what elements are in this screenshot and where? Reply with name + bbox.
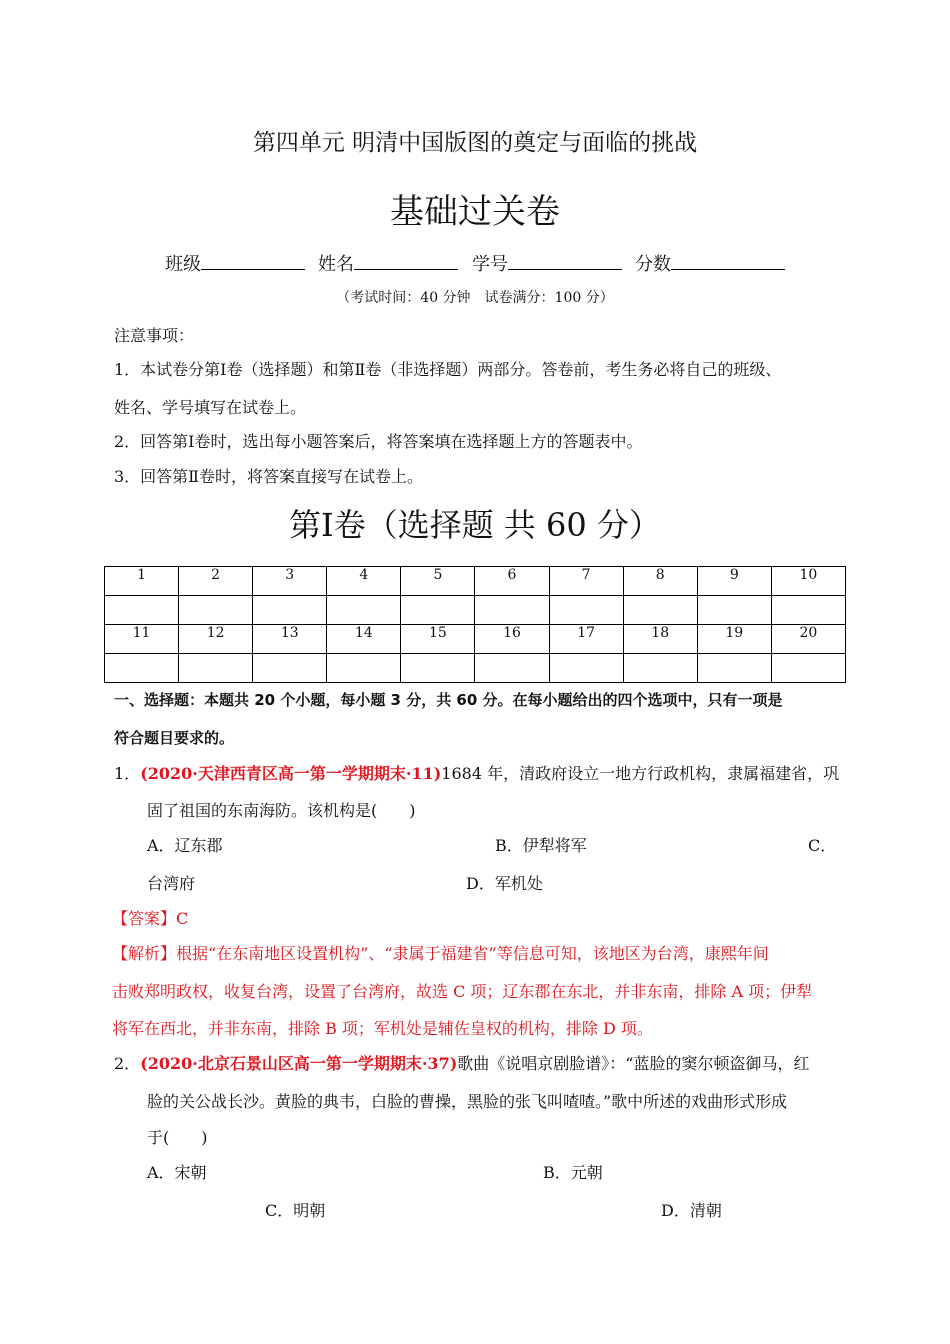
answer: 【答案】C (112, 909, 189, 928)
option-c-text[interactable]: 台湾府 (147, 874, 196, 893)
question-number-cell: 11 (105, 625, 179, 654)
analysis-line: 【解析】根据“在东南地区设置机构”、“隶属于福建省”等信息可知，该地区为台湾，康熙年间 (112, 944, 769, 963)
section-title: 第Ⅰ卷（选择题 共 60 分） (289, 506, 661, 544)
question-number-cell: 5 (401, 567, 475, 596)
field-label: 姓名 (318, 254, 354, 275)
option-a[interactable]: A．宋朝 (147, 1163, 207, 1182)
answer-cell[interactable] (697, 596, 771, 625)
note-line: 姓名、学号填写在试卷上。 (114, 398, 307, 417)
field-score[interactable] (635, 250, 785, 276)
option-c[interactable]: C． (808, 836, 837, 855)
question-number-cell: 4 (327, 567, 401, 596)
answer-cell[interactable] (179, 596, 253, 625)
answer-table (104, 566, 846, 683)
field-student-id[interactable] (472, 250, 622, 276)
answer-cell[interactable] (623, 654, 697, 683)
option-b[interactable]: B．伊犁将军 (495, 836, 587, 855)
question-stem: 歌曲《说唱京剧脸谱》：“蓝脸的窦尔顿盗御马，红 (457, 1054, 810, 1073)
question-number-cell: 17 (549, 625, 623, 654)
question-number: 2． (114, 1054, 141, 1073)
question-number-cell: 16 (475, 625, 549, 654)
question-number-cell: 10 (771, 567, 845, 596)
answer-cell[interactable] (327, 596, 401, 625)
field-class[interactable] (165, 250, 305, 276)
question-source: (2020·天津西青区高一第一学期期末·11) (140, 764, 442, 783)
field-label: 班级 (165, 254, 201, 275)
field-label: 学号 (472, 254, 508, 275)
option-d[interactable]: D．军机处 (466, 874, 543, 893)
question-number: 1． (114, 764, 141, 783)
note-line: 3．回答第Ⅱ卷时，将答案直接写在试卷上。 (114, 467, 424, 486)
question-number-cell: 2 (179, 567, 253, 596)
paper-title: 基础过关卷 (390, 192, 560, 232)
notes-heading: 注意事项： (114, 326, 195, 345)
answer-cell[interactable] (549, 596, 623, 625)
option-d[interactable]: D．清朝 (661, 1201, 722, 1220)
section-instruction: 一、选择题：本题共 20 个小题，每小题 3 分，共 60 分。在每小题给出的四个选项中，只有一项是 (114, 691, 783, 709)
question-number-cell: 15 (401, 625, 475, 654)
answer-cell[interactable] (253, 596, 327, 625)
answer-cell[interactable] (401, 654, 475, 683)
question-number-cell: 20 (771, 625, 845, 654)
answer-cell[interactable] (105, 596, 179, 625)
question-number-cell: 1 (105, 567, 179, 596)
option-c[interactable]: C．明朝 (265, 1201, 326, 1220)
question-number-cell: 8 (623, 567, 697, 596)
answer-cell[interactable] (327, 654, 401, 683)
question-number-cell: 7 (549, 567, 623, 596)
question-2-line1 (114, 1051, 809, 1074)
answer-cell[interactable] (253, 654, 327, 683)
question-number-cell: 6 (475, 567, 549, 596)
answer-cell[interactable] (475, 596, 549, 625)
question-stem: 脸的关公战长沙。黄脸的典韦，白脸的曹操，黑脸的张飞叫喳喳。”歌中所述的戏曲形式形成 (147, 1092, 788, 1111)
question-stem: 固了祖国的东南海防。该机构是( ) (147, 801, 416, 820)
answer-cell[interactable] (771, 596, 845, 625)
note-line: 2．回答第Ⅰ卷时，选出每小题答案后，将答案填在选择题上方的答题表中。 (114, 432, 643, 451)
question-number-cell: 9 (697, 567, 771, 596)
answer-cell[interactable] (549, 654, 623, 683)
analysis-line: 击败郑明政权，收复台湾，设置了台湾府，故选 C 项；辽东郡在东北，并非东南，排除 A 项；伊犁 (112, 982, 813, 1001)
question-source: (2020·北京石景山区高一第一学期期末·37) (140, 1054, 458, 1073)
answer-cell[interactable] (105, 654, 179, 683)
exam-info: （考试时间：40 分钟 试卷满分：100 分） (336, 290, 614, 306)
question-number-cell: 18 (623, 625, 697, 654)
answer-cell[interactable] (475, 654, 549, 683)
answer-cell[interactable] (401, 596, 475, 625)
question-number-cell: 13 (253, 625, 327, 654)
question-number-cell: 19 (697, 625, 771, 654)
question-number-cell: 3 (253, 567, 327, 596)
question-1-line1 (114, 761, 839, 784)
analysis-line: 将军在西北，并非东南，排除 B 项；军机处是辅佐皇权的机构，排除 D 项。 (112, 1019, 653, 1038)
option-a[interactable]: A．辽东郡 (147, 836, 223, 855)
question-stem: 于( ) (147, 1128, 208, 1147)
option-b[interactable]: B．元朝 (543, 1163, 603, 1182)
answer-cell[interactable] (697, 654, 771, 683)
question-number-cell: 12 (179, 625, 253, 654)
answer-cell[interactable] (179, 654, 253, 683)
field-label: 分数 (635, 254, 671, 275)
answer-cell[interactable] (623, 596, 697, 625)
answer-cell[interactable] (771, 654, 845, 683)
question-stem: 1684 年，清政府设立一地方行政机构，隶属福建省，巩 (441, 764, 840, 783)
section-instruction: 符合题目要求的。 (114, 729, 235, 747)
note-line: 1．本试卷分第Ⅰ卷（选择题）和第Ⅱ卷（非选择题）两部分。答卷前，考生务必将自己的班级、 (114, 360, 782, 379)
field-name[interactable] (318, 250, 458, 276)
unit-title: 第四单元 明清中国版图的奠定与面临的挑战 (252, 130, 698, 156)
question-number-cell: 14 (327, 625, 401, 654)
